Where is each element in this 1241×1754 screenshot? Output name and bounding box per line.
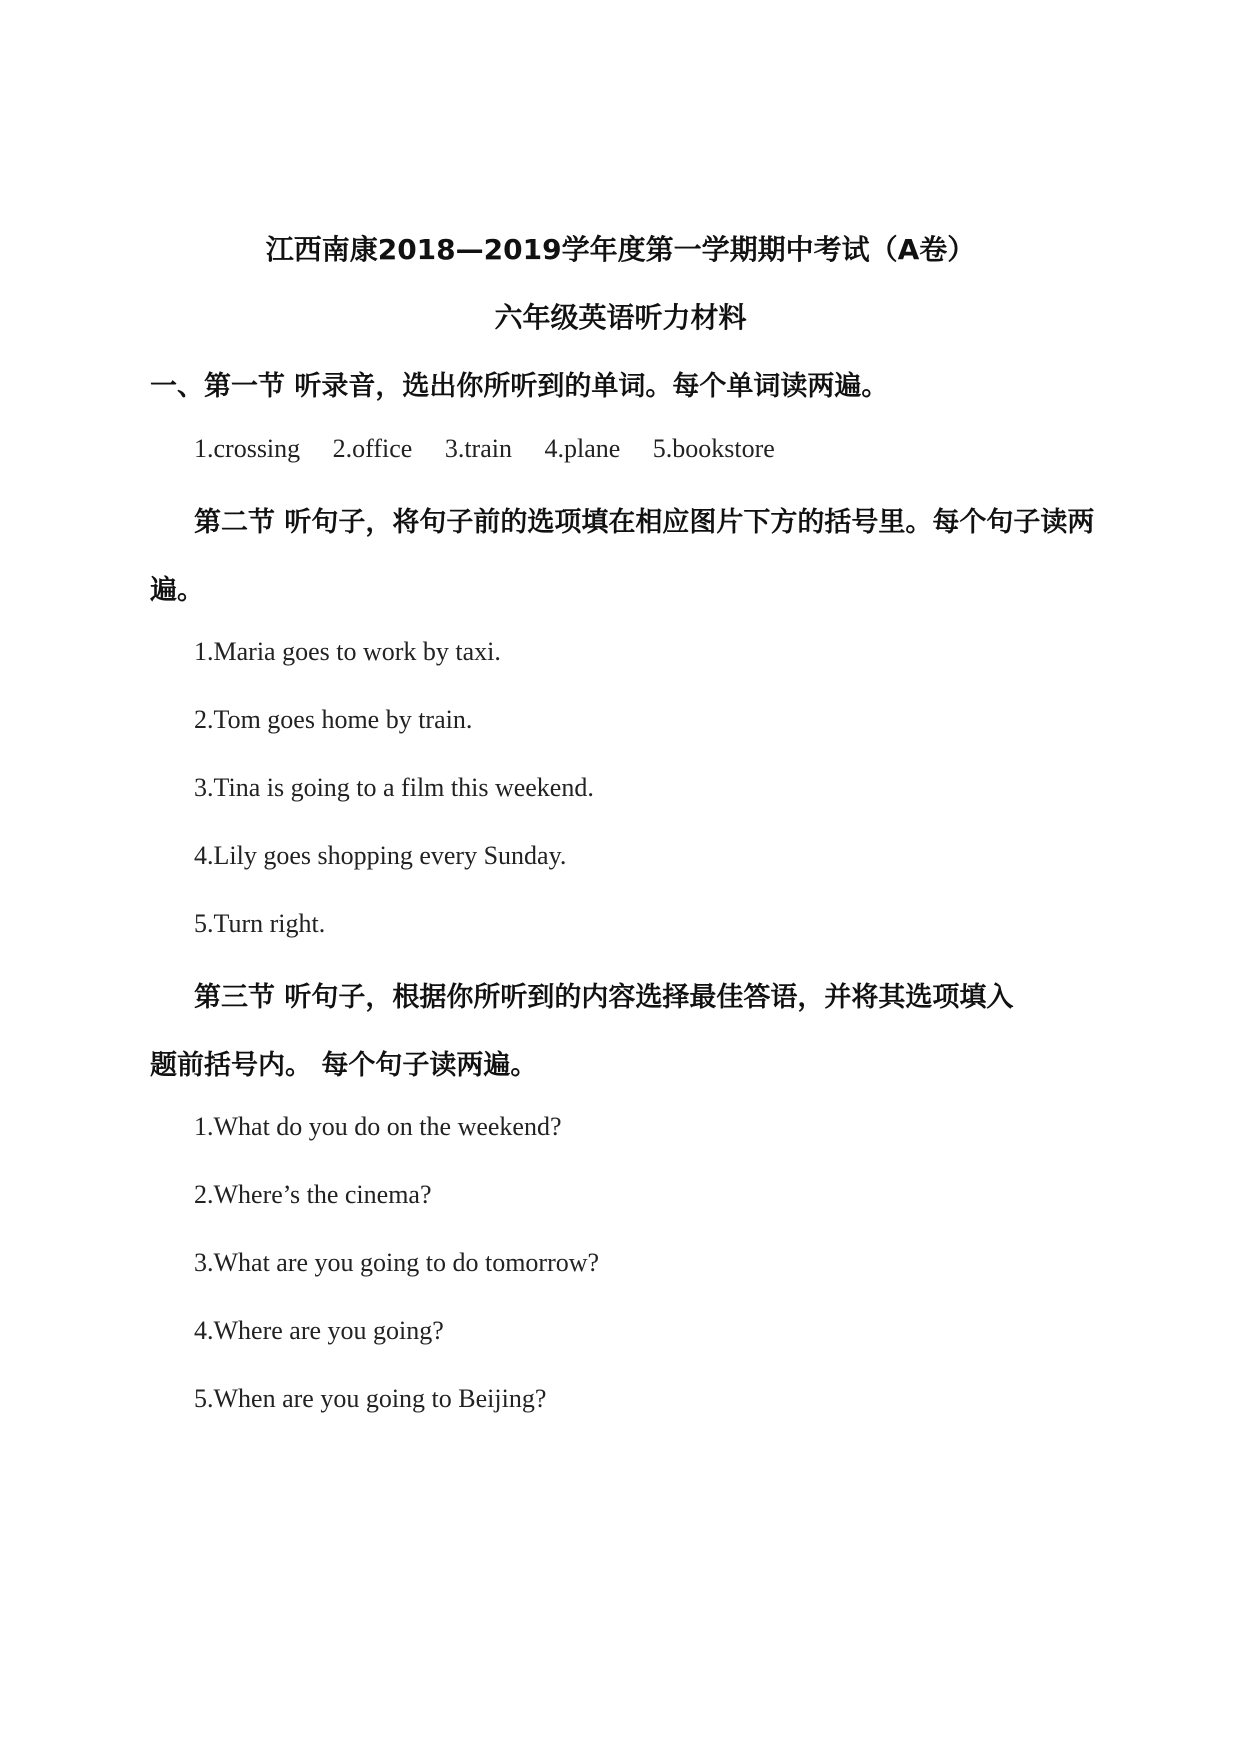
section2-heading-line1: 第二节 听句子，将句子前的选项填在相应图片下方的括号里。每个句子读两 xyxy=(194,507,1095,538)
page-title: 江西南康2018—2019学年度第一学期期中考试（A卷） xyxy=(265,233,976,266)
word-item: 2.office xyxy=(332,434,413,463)
section3-sentence: 1.What do you do on the weekend? xyxy=(194,1112,562,1141)
section3-heading-line2: 题前括号内。 每个句子读两遍。 xyxy=(150,1050,538,1081)
section2-sentence: 1.Maria goes to work by taxi. xyxy=(194,637,501,666)
section2-sentence: 3.Tina is going to a film this weekend. xyxy=(194,773,594,802)
section2-sentence: 2.Tom goes home by train. xyxy=(194,705,473,734)
section1-word-list xyxy=(194,434,801,464)
section3-heading-line1: 第三节 听句子，根据你所听到的内容选择最佳答语，并将其选项填入 xyxy=(194,982,1014,1013)
word-item: 3.train xyxy=(444,434,512,463)
word-item: 5.bookstore xyxy=(652,434,775,463)
word-item: 1.crossing xyxy=(194,434,301,463)
section3-sentence: 3.What are you going to do tomorrow? xyxy=(194,1248,600,1277)
section3-sentence: 2.Where’s the cinema? xyxy=(194,1180,432,1209)
section2-sentence: 5.Turn right. xyxy=(194,909,326,938)
section1-heading: 一、第一节 听录音，选出你所听到的单词。每个单词读两遍。 xyxy=(150,371,889,402)
word-item: 4.plane xyxy=(544,434,621,463)
page-subtitle: 六年级英语听力材料 xyxy=(494,301,747,334)
section3-sentence: 5.When are you going to Beijing? xyxy=(194,1384,547,1413)
section2-heading-line2: 遍。 xyxy=(150,575,204,606)
section3-sentence: 4.Where are you going? xyxy=(194,1316,444,1345)
section2-sentence: 4.Lily goes shopping every Sunday. xyxy=(194,841,567,870)
